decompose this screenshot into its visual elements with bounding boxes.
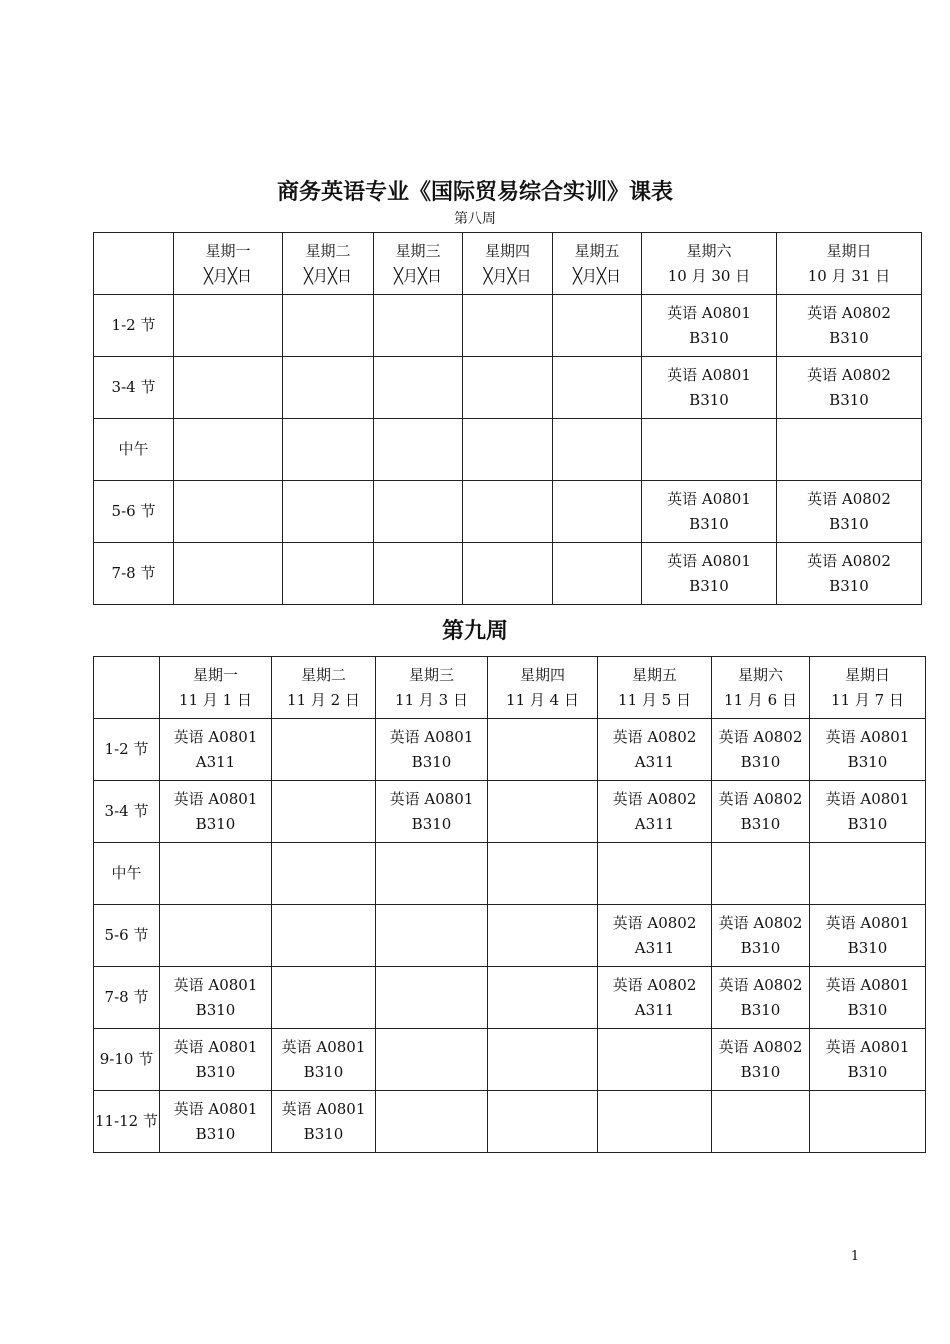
day-header [272, 657, 376, 719]
period-cell: 5-6 节 [94, 481, 174, 543]
schedule-cell [160, 1029, 272, 1091]
course-name: 英语 A0801 [667, 489, 751, 508]
page-title: 商务英语专业《国际贸易综合实训》课表 [276, 180, 673, 205]
schedule-cell [160, 1091, 272, 1153]
course-name: 英语 A0802 [718, 913, 803, 932]
room-code: B310 [411, 814, 452, 833]
period-cell: 9-10 节 [94, 1029, 160, 1091]
day-name: 星期一 [205, 241, 251, 260]
room-code: B310 [195, 814, 236, 833]
room-code: B310 [195, 1124, 236, 1143]
room-code: B310 [195, 1000, 236, 1019]
schedule-cell [553, 543, 642, 605]
period-cell: 3-4 节 [94, 781, 160, 843]
corner-cell [94, 657, 160, 719]
schedule-cell [488, 967, 598, 1029]
room-code: B310 [829, 576, 869, 595]
room-code: A311 [634, 938, 675, 957]
day-date: 11 月 5 日 [618, 690, 691, 709]
day-date: ╳月╳日 [393, 266, 443, 285]
schedule-cell [642, 543, 777, 605]
day-header [553, 233, 642, 295]
day-name: 星期四 [484, 241, 530, 260]
course-name: 英语 A0802 [807, 489, 891, 508]
course-name: 英语 A0801 [667, 303, 751, 322]
schedule-cell [712, 781, 810, 843]
schedule-cell [810, 781, 926, 843]
table-row [94, 905, 926, 967]
schedule-cell [810, 905, 926, 967]
schedule-cell [174, 357, 283, 419]
day-date: 11 月 4 日 [506, 690, 579, 709]
schedule-cell [463, 543, 553, 605]
schedule-cell [174, 295, 283, 357]
day-name: 星期六 [737, 665, 783, 684]
header-row [94, 233, 922, 295]
room-code: B310 [411, 752, 452, 771]
room-code: B310 [740, 752, 781, 771]
header-row [94, 657, 926, 719]
schedule-cell [463, 357, 553, 419]
schedule-cell [283, 419, 374, 481]
day-name: 星期一 [192, 665, 238, 684]
table-row [94, 843, 926, 905]
course-name: 英语 A0802 [612, 789, 697, 808]
schedule-cell [488, 1091, 598, 1153]
schedule-cell [810, 1091, 926, 1153]
day-name: 星期三 [395, 241, 441, 260]
day-header [712, 657, 810, 719]
day-header [488, 657, 598, 719]
week9-schedule-table [93, 656, 926, 1153]
period-cell: 中午 [94, 419, 174, 481]
week8-schedule-table [93, 232, 922, 605]
course-name: 英语 A0801 [173, 975, 258, 994]
schedule-cell [174, 419, 283, 481]
table-row [94, 419, 922, 481]
schedule-cell [553, 419, 642, 481]
schedule-cell [283, 543, 374, 605]
day-date: 11 月 1 日 [179, 690, 252, 709]
day-header [174, 233, 283, 295]
schedule-cell [160, 905, 272, 967]
course-name: 英语 A0801 [389, 727, 474, 746]
table-row [94, 295, 922, 357]
period-cell: 1-2 节 [94, 295, 174, 357]
schedule-cell [376, 1091, 488, 1153]
course-name: 英语 A0802 [612, 727, 697, 746]
day-name: 星期五 [574, 241, 620, 260]
schedule-cell [712, 719, 810, 781]
course-name: 英语 A0801 [667, 365, 751, 384]
schedule-cell [642, 357, 777, 419]
schedule-cell [553, 357, 642, 419]
room-code: B310 [829, 390, 869, 409]
day-date: ╳月╳日 [303, 266, 353, 285]
schedule-cell [810, 719, 926, 781]
schedule-cell [174, 481, 283, 543]
schedule-cell [553, 295, 642, 357]
schedule-cell [160, 719, 272, 781]
schedule-cell [810, 1029, 926, 1091]
day-header [374, 233, 463, 295]
schedule-cell [810, 967, 926, 1029]
schedule-cell [272, 719, 376, 781]
course-name: 英语 A0801 [281, 1037, 366, 1056]
schedule-cell [376, 843, 488, 905]
table-row [94, 1091, 926, 1153]
schedule-cell [553, 481, 642, 543]
day-date: 10 月 30 日 [667, 266, 751, 285]
day-name: 星期三 [408, 665, 454, 684]
schedule-cell [777, 543, 922, 605]
schedule-cell [488, 781, 598, 843]
room-code: A311 [634, 814, 675, 833]
course-name: 英语 A0801 [825, 1037, 910, 1056]
course-name: 英语 A0802 [612, 975, 697, 994]
schedule-cell [463, 295, 553, 357]
schedule-cell [598, 1029, 712, 1091]
schedule-cell [283, 295, 374, 357]
course-name: 英语 A0802 [612, 913, 697, 932]
schedule-cell [374, 295, 463, 357]
schedule-cell [376, 719, 488, 781]
day-date: 10 月 31 日 [807, 266, 891, 285]
day-name: 星期四 [519, 665, 565, 684]
schedule-cell [598, 781, 712, 843]
room-code: B310 [195, 1062, 236, 1081]
room-code: B310 [829, 328, 869, 347]
course-name: 英语 A0802 [718, 975, 803, 994]
corner-cell [94, 233, 174, 295]
course-name: 英语 A0802 [807, 365, 891, 384]
schedule-cell [712, 1029, 810, 1091]
course-name: 英语 A0801 [173, 1099, 258, 1118]
day-header [283, 233, 374, 295]
room-code: B310 [847, 814, 888, 833]
schedule-cell [272, 1091, 376, 1153]
week8-label: 第八周 [454, 211, 496, 227]
course-name: 英语 A0802 [718, 789, 803, 808]
period-cell: 中午 [94, 843, 160, 905]
room-code: B310 [740, 1062, 781, 1081]
course-name: 英语 A0802 [807, 303, 891, 322]
day-date: ╳月╳日 [203, 266, 253, 285]
course-name: 英语 A0801 [825, 975, 910, 994]
schedule-cell [283, 481, 374, 543]
table-row [94, 1029, 926, 1091]
room-code: B310 [847, 752, 888, 771]
course-name: 英语 A0802 [718, 727, 803, 746]
room-code: B310 [847, 938, 888, 957]
schedule-cell [598, 843, 712, 905]
room-code: A311 [634, 752, 675, 771]
course-name: 英语 A0801 [825, 789, 910, 808]
course-name: 英语 A0801 [281, 1099, 366, 1118]
room-code: B310 [303, 1124, 344, 1143]
day-name: 星期五 [631, 665, 677, 684]
period-cell: 7-8 节 [94, 543, 174, 605]
schedule-cell [272, 967, 376, 1029]
schedule-cell [488, 1029, 598, 1091]
room-code: B310 [740, 938, 781, 957]
room-code: B310 [829, 514, 869, 533]
schedule-cell [376, 1029, 488, 1091]
period-cell: 5-6 节 [94, 905, 160, 967]
room-code: B310 [847, 1062, 888, 1081]
day-name: 星期六 [686, 241, 732, 260]
table-row [94, 357, 922, 419]
schedule-cell [488, 843, 598, 905]
course-name: 英语 A0801 [173, 1037, 258, 1056]
schedule-cell [598, 905, 712, 967]
schedule-cell [598, 967, 712, 1029]
table-row [94, 781, 926, 843]
day-header [810, 657, 926, 719]
schedule-cell [712, 1091, 810, 1153]
course-name: 英语 A0801 [825, 913, 910, 932]
page-number: 1 [850, 1249, 860, 1264]
schedule-cell [598, 1091, 712, 1153]
course-name: 英语 A0801 [389, 789, 474, 808]
room-code: B310 [847, 1000, 888, 1019]
schedule-cell [712, 905, 810, 967]
period-cell: 11-12 节 [94, 1091, 160, 1153]
course-name: 英语 A0801 [667, 551, 751, 570]
day-date: 11 月 3 日 [395, 690, 468, 709]
day-name: 星期日 [844, 665, 890, 684]
schedule-cell [272, 905, 376, 967]
day-date: ╳月╳日 [483, 266, 532, 285]
table-row [94, 967, 926, 1029]
day-date: 11 月 6 日 [724, 690, 797, 709]
schedule-cell [463, 419, 553, 481]
schedule-cell [777, 419, 922, 481]
schedule-cell [488, 905, 598, 967]
week9-title: 第九周 [441, 619, 508, 644]
schedule-cell [374, 357, 463, 419]
schedule-cell [777, 481, 922, 543]
day-header [160, 657, 272, 719]
day-header [598, 657, 712, 719]
schedule-cell [463, 481, 553, 543]
day-header [463, 233, 553, 295]
table-row [94, 719, 926, 781]
day-date: ╳月╳日 [572, 266, 622, 285]
schedule-cell [810, 843, 926, 905]
table-row [94, 543, 922, 605]
table-row [94, 481, 922, 543]
schedule-cell [598, 719, 712, 781]
day-date: 11 月 2 日 [287, 690, 360, 709]
day-header [777, 233, 922, 295]
schedule-cell [160, 843, 272, 905]
room-code: B310 [689, 514, 729, 533]
schedule-cell [642, 481, 777, 543]
schedule-cell [777, 357, 922, 419]
schedule-cell [712, 967, 810, 1029]
schedule-cell [272, 781, 376, 843]
schedule-cell [642, 419, 777, 481]
day-name: 星期二 [300, 665, 346, 684]
course-name: 英语 A0802 [718, 1037, 803, 1056]
course-name: 英语 A0802 [807, 551, 891, 570]
room-code: A311 [634, 1000, 675, 1019]
schedule-cell [488, 719, 598, 781]
schedule-cell [777, 295, 922, 357]
room-code: B310 [740, 1000, 781, 1019]
period-cell: 3-4 节 [94, 357, 174, 419]
schedule-cell [374, 543, 463, 605]
schedule-cell [174, 543, 283, 605]
schedule-cell [376, 905, 488, 967]
room-code: B310 [689, 390, 729, 409]
schedule-cell [283, 357, 374, 419]
day-header [376, 657, 488, 719]
schedule-cell [374, 481, 463, 543]
schedule-cell [712, 843, 810, 905]
schedule-cell [376, 967, 488, 1029]
room-code: B310 [689, 328, 729, 347]
day-name: 星期日 [826, 241, 872, 260]
schedule-cell [374, 419, 463, 481]
room-code: B310 [689, 576, 729, 595]
day-date: 11 月 7 日 [831, 690, 904, 709]
schedule-cell [376, 781, 488, 843]
schedule-cell [642, 295, 777, 357]
course-name: 英语 A0801 [825, 727, 910, 746]
schedule-cell [272, 1029, 376, 1091]
room-code: A311 [195, 752, 236, 771]
period-cell: 7-8 节 [94, 967, 160, 1029]
period-cell: 1-2 节 [94, 719, 160, 781]
day-name: 星期二 [305, 241, 351, 260]
schedule-cell [160, 781, 272, 843]
schedule-cell [272, 843, 376, 905]
room-code: B310 [740, 814, 781, 833]
schedule-cell [160, 967, 272, 1029]
day-header [642, 233, 777, 295]
course-name: 英语 A0801 [173, 727, 258, 746]
room-code: B310 [303, 1062, 344, 1081]
course-name: 英语 A0801 [173, 789, 258, 808]
